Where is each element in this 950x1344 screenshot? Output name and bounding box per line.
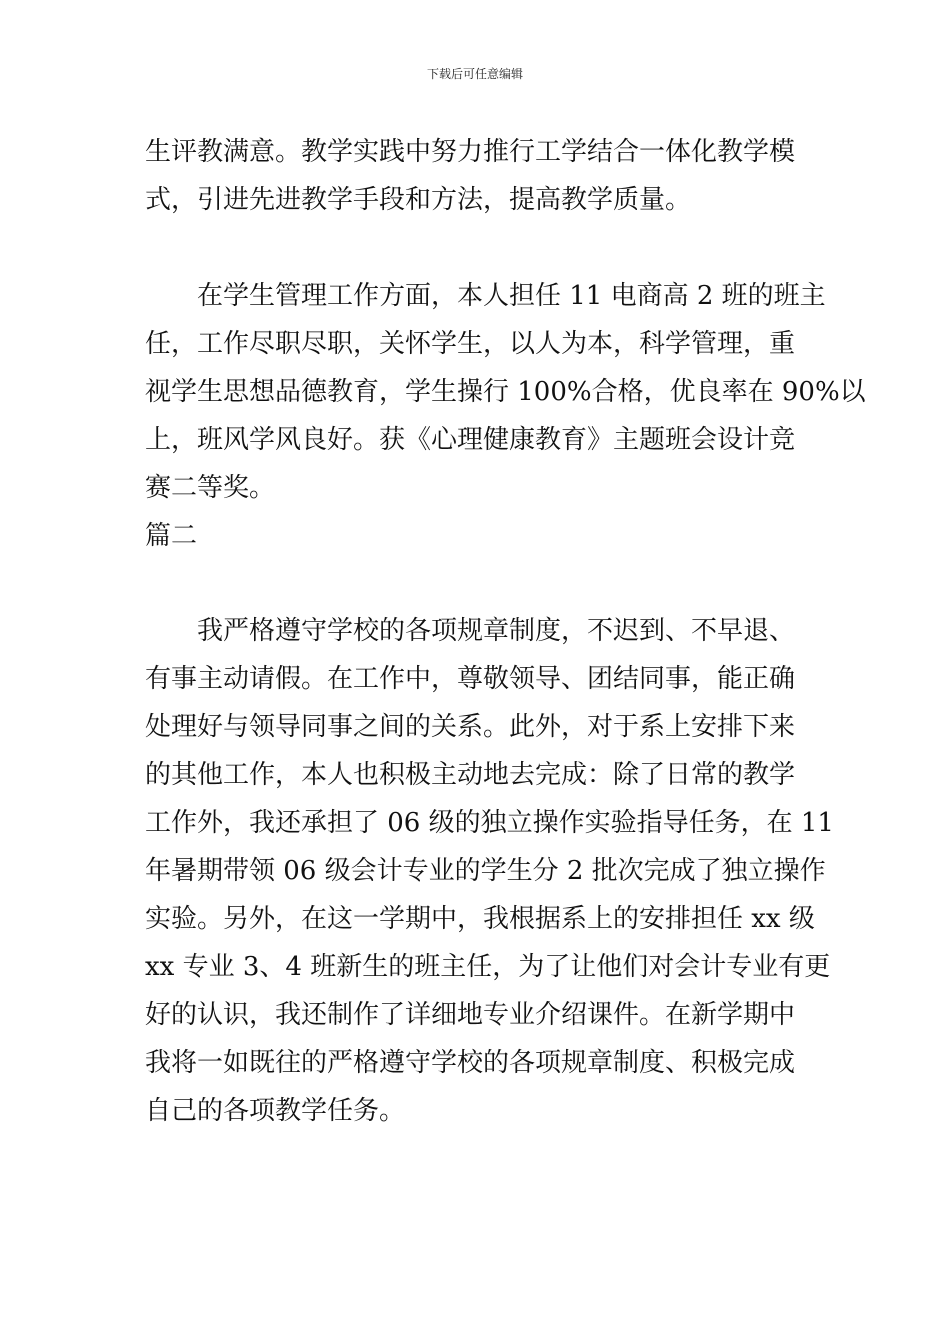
paragraph-1 [145,128,810,224]
text-line: 自己的各项教学任务。 [145,1096,406,1126]
text-line: 好的认识，我还制作了详细地专业介绍课件。在新学期中 [145,1000,796,1030]
text-line: 我将一如既往的严格遵守学校的各项规章制度、积极完成 [145,1048,796,1078]
text-line: xx 专业 3、4 班新生的班主任，为了让他们对会计专业有更 [145,952,831,982]
text-line: 年暑期带领 06 级会计专业的学生分 2 批次完成了独立操作 [145,856,826,886]
text-line: 我严格遵守学校的各项规章制度，不迟到、不早退、 [197,616,796,646]
text-line: 视学生思想品德教育，学生操行 100%合格，优良率在 90%以 [145,377,866,407]
text-line: 在学生管理工作方面，本人担任 11 电商高 2 班的班主 [197,281,826,311]
paragraph-spacer [145,560,810,607]
paragraph-2 [145,272,866,512]
text-line: 工作外，我还承担了 06 级的独立操作实验指导任务，在 11 [145,808,834,838]
paragraph-3 [145,607,834,1135]
text-line: 处理好与领导同事之间的关系。此外，对于系上安排下来 [145,712,796,742]
text-line: 的其他工作，本人也积极主动地去完成：除了日常的教学 [145,760,796,790]
text-line: 式，引进先进教学手段和方法，提高教学质量。 [145,185,692,215]
text-line: 任，工作尽职尽职，关怀学生，以人为本，科学管理，重 [145,329,796,359]
text-line: 有事主动请假。在工作中，尊敬领导、团结同事，能正确 [145,664,796,694]
text-line: 上，班风学风良好。获《心理健康教育》主题班会设计竞 [145,425,796,455]
text-line: 生评教满意。教学实践中努力推行工学结合一体化教学模 [145,137,796,167]
text-line: 赛二等奖。 [145,473,276,503]
text-line: 实验。另外，在这一学期中，我根据系上的安排担任 xx 级 [145,904,815,934]
page-header: 下载后可任意编辑 [426,67,523,81]
paragraph-spacer [145,224,810,272]
section-heading: 篇二 [145,521,198,551]
document-body [145,128,866,1135]
